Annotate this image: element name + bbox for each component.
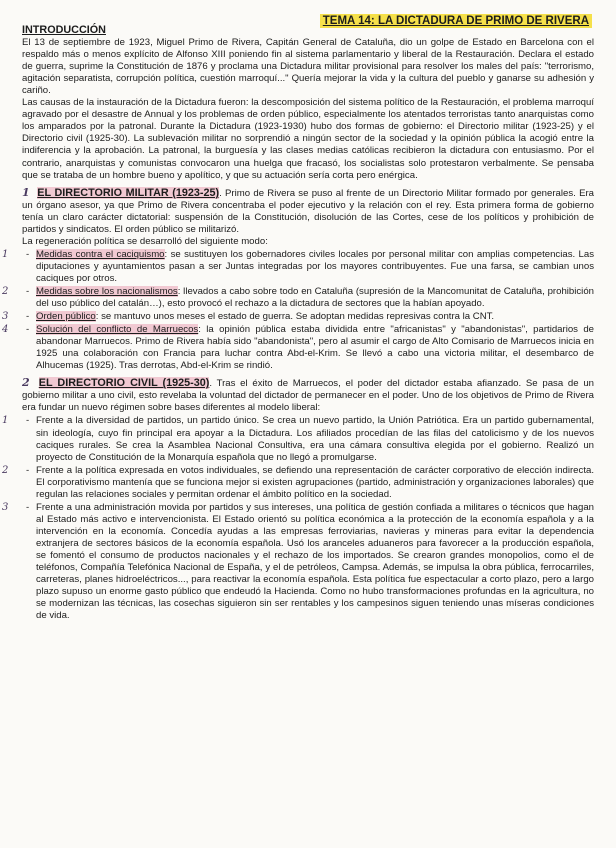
item-title: Solución del conflicto de Marruecos bbox=[36, 324, 199, 336]
document-body bbox=[2, 24, 595, 622]
list-item: 2 - Medidas sobre los nacionalismos: llevados a cabo sobre todo en Cataluña (supresión de la Mancomunitat de Cataluña, prohibición del uso público del catalán…), esto provocó el rechazo a la dictadura de sectores que la habían apoyado. bbox=[2, 285, 594, 310]
section-number: 2 bbox=[22, 376, 30, 390]
section-text-militar-2: La regeneración política se desarrolló del siguiente modo: bbox=[22, 235, 268, 247]
list-item: 1 - Medidas contra el caciquismo: se sustituyen los gobernadores civiles locales por personal militar con amplias competencias. Las diputaciones y ayuntamientos pasan a ser Juntas integradas por los mayores contribuyentes. Fue una farsa, se cambian unos caciques por otros. bbox=[2, 248, 594, 284]
item-number: 4 bbox=[2, 324, 9, 336]
intro-text-2: Las causas de la instauración de la Dictadura fueron: la descomposición del sistema político de la Restauración, el problema marroquí agravado por el desastre de Annual y los problemas de orden público, especialmente los atentados terroristas tanto anarquistas como los amparados por la patronal. Durante la Dictadura (1923-1930) hubo dos formas de gobierno: el Directorio militar (1923-25) y el Directorio civil (1925-30). La sublevación militar no sorprendió a ningún sector de la sociedad y la opinión pública la acogió entre la indiferencia y la aprobación. La patronal, la burguesía y las clases medias católicas recibieron la dictadura con entusiasmo. Por el contrario, anarquistas y comunistas convocaron una huelga que fracasó, los socialistas solo protestaron verbalmente. Se pensaba que se trataba de un hombre bueno y apolítico, y que su actuación sería corta pero enérgica. bbox=[22, 97, 594, 181]
item-number: 1 bbox=[2, 248, 9, 260]
item-title: Orden público bbox=[36, 311, 96, 323]
item-number: 2 bbox=[2, 464, 9, 476]
list-item: 3 - Frente a una administración movida por partidos y sus intereses, una política de gestión confiada a militares o técnicos que hagan al Estado más activo e intervencionista. El Estado orientó su política económica a la protección de la economía española y a la intervención en la economía. Concedía ayudas a las empresas ferroviarias, navieras y mineras para evitar la dependencia extranjera de sectores básicos de la economía española. Usó los aranceles aduaneros para favorecer a la producción española, se fomentó el consumo de productos nacionales y el rechazo de los importados. Se crearon grandes monopolios, como el de teléfonos, Compañía Telefónica Nacional de España, y el de petróleos, Campsa. Además, se impulsa la obra pública, ferrocarriles, carreteras, planes hidroeléctricos..., para reactivar la economía española. Esta política fue espectacular a corto plazo, pero a largo plazo supuso un enorme gasto público que endeudó la Hacienda. Como no hubo transformaciones profundas en la agricultura, no se modernizan las técnicas, las cosechas siguieron sin ser rentables y los campesinos siguen teniendo unas míseras condiciones de vida. bbox=[2, 501, 594, 622]
item-title: Medidas contra el caciquismo bbox=[36, 248, 165, 260]
section-militar bbox=[2, 185, 595, 373]
item-number: 3 bbox=[2, 501, 9, 513]
militar-measures-list bbox=[2, 248, 595, 372]
intro-paragraph bbox=[22, 24, 594, 37]
item-title: Medidas sobre los nacionalismos bbox=[36, 285, 178, 297]
section-heading-civil: EL DIRECTORIO CIVIL (1925-30) bbox=[38, 377, 210, 390]
intro-text-1: El 13 de septiembre de 1923, Miguel Primo de Rivera, Capitán General de Cataluña, dio un golpe de Estado en Barcelona con el respaldo más o menos explícito de Alfonso XIII poniendo fin al sistema parlamentario y liberal de la Restauración. Declara el estado de guerra, suprime la Constitución de 1876 y proclama una Dictadura militar provisional para resolver los males del país: "terrorismo, agitación separatista, corrupción política, cuestión marroquí..." Quería mejorar la vida y la cultura del pueblo y ganarse su adhesión y cariño. bbox=[22, 37, 594, 97]
list-item: 3 - Orden público: se mantuvo unos meses el estado de guerra. Se adoptan medidas represivas contra la CNT. bbox=[2, 311, 495, 323]
list-item: 4 - Solución del conflicto de Marruecos: la opinión pública estaba dividida entre "africanistas" y "abandonistas", partidarios de abandonar Marruecos. Primo de Rivera había sido "abandonista", pero al asumir el cargo de Alto Comisario de Marruecos inicia en 1925 una colaboración con Francia para luchar contra Abd-el-Krim. Se llevó a cabo una victoria militar, el desembarco de Alhucemas (1925). Tras derrotas, Abd-el-Krim se rindió. bbox=[2, 324, 595, 372]
item-text: Frente a una administración movida por partidos y sus intereses, una política de gestión confiada a militares o técnicos que hagan al Estado más activo e intervencionista. El Estado orientó su política económica a la protección de la economía española y a la intervención en la economía. Concedía ayudas a las empresas ferroviarias, navieras y mineras para evitar la dependencia extranjera de sectores básicos de la economía española. Usó los aranceles aduaneros para favorecer a la producción española, se fomentó el consumo de productos nacionales y el rechazo de los importados. Se crearon grandes monopolios, como el de teléfonos, Compañía Telefónica Nacional de España, y el de petróleos, Campsa. Además, se impulsa la obra pública, ferrocarriles, carreteras, planes hidroeléctricos..., para reactivar la economía española. Esta política fue espectacular a corto plazo, pero a largo plazo supuso un enorme gasto público que endeudó la Hacienda. Como no hubo transformaciones profundas en la agricultura, no se modernizan las técnicas, las cosechas siguieron sin ser rentables y los campesinos siguen teniendo unas míseras condiciones de vida. bbox=[36, 501, 594, 622]
item-text: : se mantuvo unos meses el estado de guerra. Se adoptan medidas represivas contra la CNT. bbox=[95, 311, 495, 323]
item-text: Frente a la diversidad de partidos, un partido único. Se crea un nuevo partido, la Unión Patriótica. Era un partido gubernamental, sin ideología, cuyo fin principal era apoyar a la Dictadura. Los afiliados procedían de las filas del catolicismo y de los nuevos caciques rurales. Se crea la Asamblea Nacional Consultiva, era una cámara consultiva elegida por el gobierno. Realizó un proyecto de Constitución de la Monarquía española que no llegó a promulgarse. bbox=[36, 415, 594, 463]
section-text-civil: . Tras el éxito de Marruecos, el poder del dictador estaba afianzado. Se pasa de un gobierno militar a uno civil, esto revelaba la voluntad del dictador de permanecer en el poder. Uno de los objetivos de Primo de Rivera era fundar un nuevo régimen sobre bases diferentes al modelo liberal: bbox=[22, 378, 594, 414]
item-number: 3 bbox=[2, 311, 9, 323]
list-item: 1 - Frente a la diversidad de partidos, un partido único. Se crea un nuevo partido, la Unión Patriótica. Era un partido gubernamental, sin ideología, cuyo fin principal era apoyar a la Dictadura. Los afiliados procedían de las filas del catolicismo y de los nuevos caciques rurales. Se crea la Asamblea Nacional Consultiva, era una cámara consultiva elegida por el gobierno. Realizó un proyecto de Constitución de la Monarquía española que no llegó a promulgarse. bbox=[2, 415, 594, 463]
intro-heading: INTRODUCCIÓN bbox=[22, 24, 106, 36]
civil-objectives-list bbox=[2, 415, 594, 622]
document-title: TEMA 14: LA DICTADURA DE PRIMO DE RIVERA bbox=[320, 14, 592, 28]
section-text-militar: . Primo de Rivera se puso al frente de un Directorio Militar formado por generales. Era un órgano asesor, ya que Primo de Rivera concentraba el poder ejecutivo y la relación con el rey. Esta primera forma de gobierno tenía un claro carácter dictatorial: suspensión de la Constitución, disolución de las Cortes, cese de los políticos y prohibición de partidos y sindicatos. El orden público se militarizó. bbox=[22, 187, 595, 235]
section-heading-militar: EL DIRECTORIO MILITAR (1923-25) bbox=[37, 186, 220, 199]
section-number: 1 bbox=[22, 185, 30, 199]
item-text: : llevados a cabo sobre todo en Cataluña (supresión de la Mancomunitat de Cataluña, prohibición del uso público del catalán…), esto provocó el rechazo a la dictadura de sectores que la habían apoyado. bbox=[36, 285, 594, 310]
item-text: Frente a la política expresada en votos individuales, se defiendo una representación de carácter corporativo de elección indirecta. El corporativismo mantenía que se funciona mejor si existen agrupaciones (partido, administración y organizaciones laborales) que regulan las relaciones sociales y permitan ordenar el ámbito político en la sociedad. bbox=[36, 464, 594, 500]
item-number: 2 bbox=[2, 285, 9, 297]
item-text: : se sustituyen los gobernadores civiles locales por personal militar con amplias competencias. Las diputaciones y ayuntamientos pasan a ser Juntas integradas por los mayores contribuyentes. Fue una farsa, se cambian unos caciques por otros. bbox=[36, 248, 594, 284]
section-civil bbox=[2, 376, 594, 622]
item-number: 1 bbox=[2, 415, 9, 427]
list-item: 2 - Frente a la política expresada en votos individuales, se defiendo una representación de carácter corporativo de elección indirecta. El corporativismo mantenía que se funciona mejor si existen agrupaciones (partido, administración y organizaciones laborales) que regulan las relaciones sociales y permitan ordenar el ámbito político en la sociedad. bbox=[2, 464, 594, 500]
item-text: : la opinión pública estaba dividida entre "africanistas" y "abandonistas", partidarios de abandonar Marruecos. Primo de Rivera había sido "abandonista", pero al asumir el cargo de Alto Comisario de Marruecos inicia en 1925 una colaboración con Francia para luchar contra Abd-el-Krim. Se llevó a cabo una victoria militar, el desembarco de Alhucemas (1925). Tras derrotas, Abd-el-Krim se rindió. bbox=[36, 324, 595, 372]
